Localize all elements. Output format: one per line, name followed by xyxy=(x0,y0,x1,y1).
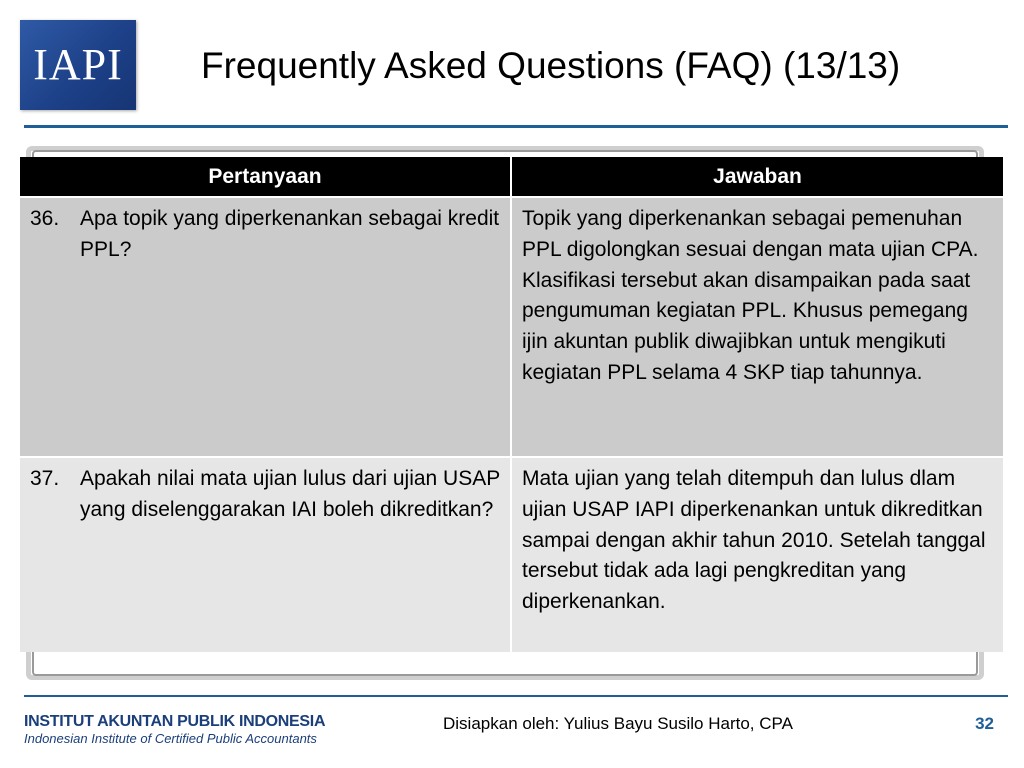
table-row xyxy=(20,197,1003,457)
header-jawaban: Jawaban xyxy=(511,157,1003,197)
header-pertanyaan: Pertanyaan xyxy=(20,157,511,197)
answer-cell: Topik yang diperkenankan sebagai pemenuhan PPL digolongkan sesuai dengan mata ujian CPA. Klasifikasi tersebut akan disampaikan pada saat pengumuman kegiatan PPL. Khusus pemegang ijin akuntan publik diwajibkan untuk mengikuti kegiatan PPL selama 4 SKP tiap tahunnya. xyxy=(511,197,1003,457)
faq-table xyxy=(20,157,1003,652)
header-divider xyxy=(24,125,1008,128)
question-number: 36. xyxy=(30,207,60,230)
question-number: 37. xyxy=(30,467,60,490)
prepared-by: Disiapkan oleh: Yulius Bayu Susilo Harto, CPA xyxy=(443,714,793,733)
page-number: 32 xyxy=(975,714,994,733)
question-cell xyxy=(20,197,511,457)
org-subtitle: Indonesian Institute of Certified Public Accountants xyxy=(24,731,317,746)
org-name: INSTITUT AKUNTAN PUBLIK INDONESIA xyxy=(24,713,326,730)
table-row xyxy=(20,457,1003,652)
question-text: Apa topik yang diperkenankan sebagai kredit PPL? xyxy=(80,207,500,261)
slide-title: Frequently Asked Questions (FAQ) (13/13) xyxy=(201,45,901,86)
table-header-row xyxy=(20,157,1003,197)
footer-organization xyxy=(24,713,325,747)
question-cell xyxy=(20,457,511,652)
logo-text: IAPI xyxy=(33,40,123,89)
question-text: Apakah nilai mata ujian lulus dari ujian USAP yang diselenggarakan IAI boleh dikreditkan? xyxy=(80,467,500,521)
footer-divider xyxy=(24,695,1008,697)
iapi-logo xyxy=(20,20,136,110)
answer-cell: Mata ujian yang telah ditempuh dan lulus dlam ujian USAP IAPI diperkenankan untuk dikreditkan sampai dengan akhir tahun 2010. Setelah tanggal tersebut tidak ada lagi pengkreditan yang diperkenankan. xyxy=(511,457,1003,652)
